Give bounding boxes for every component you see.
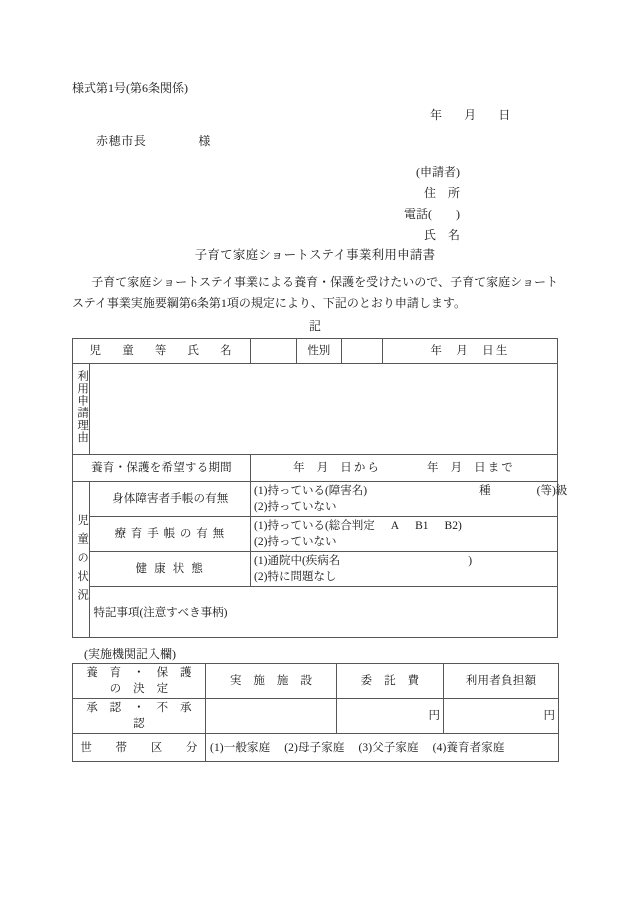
physical-handbook-label: 身体障害者手帳の有無 (90, 482, 251, 517)
agency-table-household-row (73, 734, 559, 762)
period-to-month: 月 (450, 462, 465, 474)
reason-value[interactable] (90, 364, 558, 455)
agency-header-decision: 養 育 ・ 保 護 の 決 定 (73, 664, 206, 699)
period-to-day: 日まで (474, 462, 515, 474)
table-row-period (73, 455, 558, 482)
date-day-label: 日 (498, 108, 513, 122)
table-row-care-handbook (73, 517, 558, 552)
period-from-year: 年 (293, 462, 307, 474)
agency-header-entrust-fee: 委 託 費 (337, 664, 444, 699)
form-number: 様式第1号(第6条関係) (72, 81, 188, 95)
care-handbook-options[interactable] (251, 517, 558, 552)
body-paragraph: 子育て家庭ショートステイ事業による養育・保護を受けたいので、子育て家庭ショートステイ事業実施要綱第6条第1項の規定により、下記のとおり申請します。 (72, 275, 558, 310)
addressee-honorific: 様 (198, 134, 211, 148)
addressee-name: 赤穂市長 (96, 134, 147, 148)
approval-decision-label[interactable]: 承 認 ・ 不 承 認 (73, 699, 206, 734)
table-row-notes (73, 587, 558, 638)
health-option-1-close: ) (468, 555, 473, 567)
approval-user-charge-unit: 円 (543, 710, 555, 722)
agency-table-approval-row (73, 699, 559, 734)
care-handbook-grade-b1: B1 (415, 520, 429, 532)
physical-handbook-option-2[interactable]: (2)持っていない (254, 501, 337, 513)
agency-table-header-row (73, 664, 559, 699)
period-to-year: 年 (427, 462, 441, 474)
date-year-label: 年 (430, 108, 445, 122)
household-label: 世 帯 区 分 (73, 734, 206, 762)
agency-section-label: (実施機関記入欄) (84, 647, 176, 661)
reason-label-cell (73, 364, 90, 455)
physical-handbook-grade: (等)級 (536, 485, 568, 497)
care-handbook-grade-a: A (390, 520, 400, 532)
child-status-label-cell (73, 482, 90, 638)
physical-handbook-option-1[interactable] (254, 483, 568, 499)
approval-user-charge-cell[interactable] (444, 699, 559, 734)
birth-year-label: 年 (430, 345, 445, 357)
applicant-name-label: 氏 名 (424, 228, 461, 242)
date-line (430, 106, 513, 123)
health-option-2[interactable]: (2)特に問題なし (254, 571, 337, 583)
addressee (96, 132, 210, 149)
child-name-value[interactable] (251, 339, 297, 364)
applicant-block (354, 162, 460, 246)
reason-label: 利用申請理由 (76, 369, 89, 444)
agency-table (72, 663, 559, 762)
gender-value[interactable] (341, 339, 383, 364)
child-status-label: 児童の状況 (76, 513, 89, 608)
agency-header-user-charge: 利用者負担額 (444, 664, 559, 699)
applicant-address-row (354, 183, 460, 204)
care-handbook-label: 療育手帳の有無 (90, 517, 251, 552)
date-month-label: 月 (464, 108, 479, 122)
applicant-phone-parens: ( ) (428, 207, 461, 221)
physical-handbook-kind: 種 (479, 485, 491, 497)
ki-marker: 記 (308, 319, 321, 333)
table-row-child-name (73, 339, 558, 364)
gender-label: 性別 (296, 339, 341, 364)
care-handbook-option-1-text: (1)持っている(総合判定 (254, 520, 375, 532)
applicant-heading: (申請者) (416, 165, 461, 179)
applicant-name-row (354, 225, 460, 246)
health-option-1[interactable] (254, 553, 554, 569)
period-line (293, 462, 515, 474)
applicant-details-table (72, 338, 568, 638)
care-handbook-option-1[interactable] (254, 518, 554, 534)
agency-header-facility: 実 施 施 設 (206, 664, 337, 699)
birth-date-cell[interactable] (383, 339, 558, 364)
birth-date-line (430, 345, 509, 357)
table-row-reason (73, 364, 558, 455)
applicant-phone-row (354, 204, 460, 225)
birth-day-label: 日生 (482, 345, 510, 357)
notes-cell[interactable] (90, 587, 558, 638)
household-option-2[interactable]: (2)母子家庭 (284, 741, 345, 754)
care-handbook-option-2[interactable]: (2)持っていない (254, 536, 337, 548)
page-title: 子育て家庭ショートステイ事業利用申請書 (194, 248, 436, 262)
household-options-line (210, 740, 555, 756)
household-option-1[interactable]: (1)一般家庭 (210, 741, 271, 754)
birth-month-label: 月 (456, 345, 471, 357)
health-options[interactable] (251, 552, 558, 587)
household-options[interactable] (206, 734, 559, 762)
child-name-label: 児 童 等 氏 名 (73, 339, 251, 364)
period-from-day: 日から (340, 462, 382, 474)
household-option-3[interactable]: (3)父子家庭 (358, 741, 419, 754)
table-row-physical-handbook (73, 482, 558, 517)
household-option-4[interactable]: (4)養育者家庭 (432, 741, 505, 754)
period-value-cell[interactable] (251, 455, 558, 482)
table-row-health (73, 552, 558, 587)
applicant-phone-label: 電話 (404, 207, 429, 221)
physical-handbook-option-1-text: (1)持っている(障害名) (254, 485, 368, 497)
health-label: 健康状態 (90, 552, 251, 587)
period-label: 養育・保護を希望する期間 (73, 455, 251, 482)
approval-entrust-fee-unit: 円 (428, 710, 440, 722)
physical-handbook-options[interactable] (251, 482, 568, 517)
health-option-1-text: (1)通院中(疾病名 (254, 555, 341, 567)
care-handbook-grade-b2: B2) (444, 520, 462, 532)
approval-entrust-fee-cell[interactable] (337, 699, 444, 734)
applicant-address-label: 住 所 (424, 186, 461, 200)
approval-facility-value[interactable] (206, 699, 337, 734)
notes-label: 特記事項(注意すべき事柄) (93, 607, 228, 619)
period-from-month: 月 (316, 462, 331, 474)
